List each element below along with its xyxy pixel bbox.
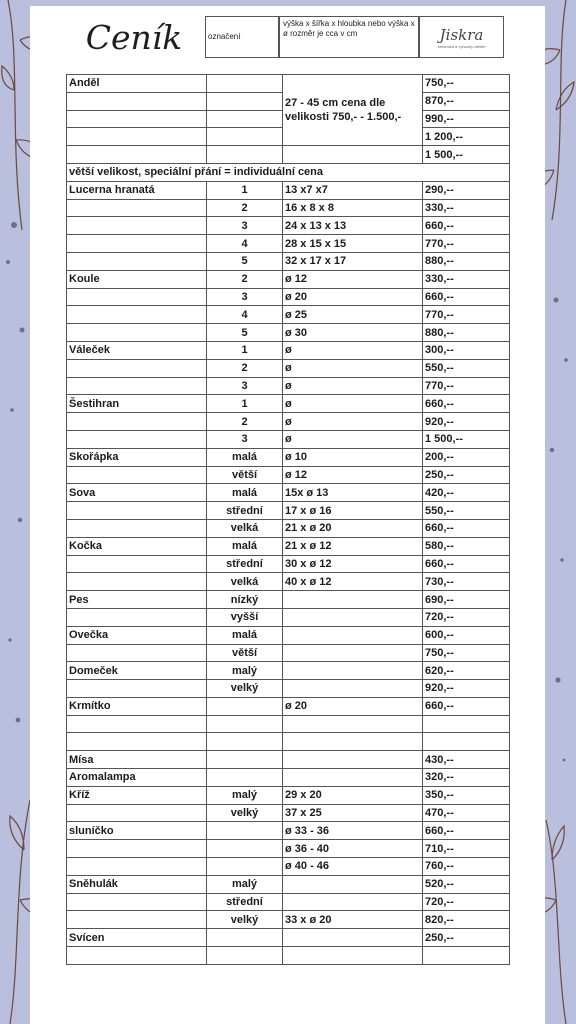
item-name [67, 199, 207, 217]
table-row [67, 608, 510, 626]
variant-label: větší [207, 466, 283, 484]
item-name: Ovečka [67, 626, 207, 644]
price-cell: 770,-- [423, 306, 510, 324]
price-cell: 660,-- [423, 822, 510, 840]
table-row [67, 430, 510, 448]
dimensions: ø 30 [283, 324, 423, 342]
table-row [67, 769, 510, 787]
variant-label: velký [207, 911, 283, 929]
dimensions [283, 626, 423, 644]
dimensions: 16 x 8 x 8 [283, 199, 423, 217]
dimensions: 17 x ø 16 [283, 502, 423, 520]
dimensions [283, 662, 423, 680]
brand-logo [419, 16, 504, 58]
variant-label [207, 929, 283, 947]
table-row [67, 181, 510, 199]
item-name [67, 804, 207, 822]
variant-label [207, 733, 283, 751]
variant-label: střední [207, 893, 283, 911]
dimensions: ø 25 [283, 306, 423, 324]
price-cell [423, 947, 510, 965]
dimensions: 32 x 17 x 17 [283, 252, 423, 270]
dimensions [283, 733, 423, 751]
dimensions: ø 33 - 36 [283, 822, 423, 840]
table-row [67, 786, 510, 804]
price-cell: 730,-- [423, 573, 510, 591]
item-name [67, 324, 207, 342]
item-name [67, 519, 207, 537]
price-cell [423, 715, 510, 733]
column-header-dimensions: výška x šířka x hloubka nebo výška x ø rozměr je cca v cm [279, 16, 419, 58]
variant-label: střední [207, 502, 283, 520]
variant-label: nízký [207, 591, 283, 609]
item-name [67, 377, 207, 395]
variant-label: 1 [207, 181, 283, 199]
variant-label [207, 858, 283, 876]
variant-label [207, 751, 283, 769]
variant-label: 4 [207, 306, 283, 324]
dimensions: ø 12 [283, 270, 423, 288]
dimensions: ø 10 [283, 448, 423, 466]
dimensions: 21 x ø 20 [283, 519, 423, 537]
price-cell: 720,-- [423, 608, 510, 626]
table-row [67, 359, 510, 377]
variant-label: 2 [207, 199, 283, 217]
item-name: Krmítko [67, 697, 207, 715]
price-cell: 1 500,-- [423, 146, 510, 164]
table-row [67, 377, 510, 395]
table-row [67, 502, 510, 520]
price-cell: 660,-- [423, 217, 510, 235]
item-name: Skořápka [67, 448, 207, 466]
price-cell: 660,-- [423, 395, 510, 413]
price-cell: 690,-- [423, 591, 510, 609]
variant-label: malý [207, 875, 283, 893]
price-cell: 870,-- [423, 92, 510, 110]
item-name [67, 288, 207, 306]
variant-label: velký [207, 680, 283, 698]
price-cell: 750,-- [423, 644, 510, 662]
dimensions [283, 680, 423, 698]
variant-label [207, 840, 283, 858]
dimensions: ø 20 [283, 697, 423, 715]
variant-label [207, 947, 283, 965]
price-cell: 520,-- [423, 875, 510, 893]
variant-label: velký [207, 804, 283, 822]
variant-label: 3 [207, 377, 283, 395]
item-name [67, 430, 207, 448]
dimensions: ø [283, 377, 423, 395]
dimensions: ø [283, 413, 423, 431]
price-cell: 620,-- [423, 662, 510, 680]
item-name: Pes [67, 591, 207, 609]
table-row [67, 466, 510, 484]
dimensions: ø 36 - 40 [283, 840, 423, 858]
table-row [67, 626, 510, 644]
table-row [67, 484, 510, 502]
dimensions [283, 591, 423, 609]
table-row [67, 858, 510, 876]
table-row [67, 519, 510, 537]
price-cell: 600,-- [423, 626, 510, 644]
dimensions [283, 715, 423, 733]
table-row [67, 573, 510, 591]
variant-label: velká [207, 519, 283, 537]
header [63, 16, 509, 58]
price-cell: 770,-- [423, 377, 510, 395]
item-name [67, 608, 207, 626]
price-cell: 1 200,-- [423, 128, 510, 146]
table-row [67, 644, 510, 662]
dimensions: ø [283, 359, 423, 377]
dimensions: 21 x ø 12 [283, 537, 423, 555]
item-name [67, 893, 207, 911]
table-row [67, 235, 510, 253]
item-name [67, 680, 207, 698]
item-name [67, 644, 207, 662]
table-row [67, 715, 510, 733]
price-cell: 920,-- [423, 680, 510, 698]
dimensions: 24 x 13 x 13 [283, 217, 423, 235]
price-cell: 580,-- [423, 537, 510, 555]
variant-label: 5 [207, 252, 283, 270]
dimensions: ø 12 [283, 466, 423, 484]
item-name [67, 359, 207, 377]
item-name: Kříž [67, 786, 207, 804]
table-row [67, 733, 510, 751]
page-title: Ceník [85, 17, 183, 57]
table-row [67, 306, 510, 324]
price-cell: 250,-- [423, 929, 510, 947]
dimensions: ø [283, 341, 423, 359]
price-cell: 720,-- [423, 893, 510, 911]
item-name: Lucerna hranatá [67, 181, 207, 199]
item-name [67, 502, 207, 520]
dimensions: ø 20 [283, 288, 423, 306]
dimensions: 15x ø 13 [283, 484, 423, 502]
individual-price-note: větší velikost, speciální přání = individuální cena [67, 163, 510, 181]
table-row [67, 217, 510, 235]
price-cell: 750,-- [423, 75, 510, 93]
table-row [67, 822, 510, 840]
price-cell [423, 733, 510, 751]
item-name: Sova [67, 484, 207, 502]
dimensions: ø [283, 430, 423, 448]
item-name [67, 555, 207, 573]
dimensions: 29 x 20 [283, 786, 423, 804]
dimensions [283, 608, 423, 626]
price-cell: 290,-- [423, 181, 510, 199]
item-name: Kočka [67, 537, 207, 555]
item-name: Domeček [67, 662, 207, 680]
item-name [67, 840, 207, 858]
variant-label: malá [207, 448, 283, 466]
table-row [67, 662, 510, 680]
dimensions [283, 769, 423, 787]
table-row [67, 288, 510, 306]
price-cell: 550,-- [423, 502, 510, 520]
column-header-oznaceni: označení [205, 16, 279, 58]
table-row [67, 199, 510, 217]
dimensions: 13 x7 x7 [283, 181, 423, 199]
dimensions: 28 x 15 x 15 [283, 235, 423, 253]
table-row [67, 324, 510, 342]
andel-size-note: 27 - 45 cm cena dle velikosti 750,- - 1.500,- [283, 75, 423, 146]
item-name: Šestihran [67, 395, 207, 413]
price-cell: 420,-- [423, 484, 510, 502]
price-cell: 330,-- [423, 199, 510, 217]
dimensions [283, 875, 423, 893]
table-row [67, 751, 510, 769]
variant-label: střední [207, 555, 283, 573]
price-cell: 880,-- [423, 252, 510, 270]
table-row [67, 413, 510, 431]
price-cell: 770,-- [423, 235, 510, 253]
logo-text: Jiskra [439, 25, 484, 44]
item-name: Aromalampa [67, 769, 207, 787]
price-cell: 470,-- [423, 804, 510, 822]
variant-label: malá [207, 484, 283, 502]
dimensions: 37 x 25 [283, 804, 423, 822]
dimensions [283, 751, 423, 769]
variant-label: 3 [207, 288, 283, 306]
price-cell: 660,-- [423, 519, 510, 537]
variant-label: 1 [207, 395, 283, 413]
variant-label: 5 [207, 324, 283, 342]
price-cell: 660,-- [423, 288, 510, 306]
table-row [67, 163, 510, 181]
item-name [67, 466, 207, 484]
variant-label [207, 715, 283, 733]
table-row [67, 270, 510, 288]
table-row [67, 555, 510, 573]
table-row [67, 75, 510, 93]
item-name [67, 217, 207, 235]
price-cell: 200,-- [423, 448, 510, 466]
table-row [67, 911, 510, 929]
price-cell: 320,-- [423, 769, 510, 787]
table-row [67, 680, 510, 698]
dimensions [283, 929, 423, 947]
table-row [67, 840, 510, 858]
dimensions: 30 x ø 12 [283, 555, 423, 573]
item-name [67, 573, 207, 591]
table-row [67, 804, 510, 822]
item-name: Mísa [67, 751, 207, 769]
price-cell: 660,-- [423, 697, 510, 715]
variant-label: 4 [207, 235, 283, 253]
item-name: sluníčko [67, 822, 207, 840]
table-row [67, 591, 510, 609]
variant-label [207, 769, 283, 787]
variant-label: 3 [207, 217, 283, 235]
variant-label: malý [207, 786, 283, 804]
item-name [67, 911, 207, 929]
table-row [67, 341, 510, 359]
price-cell: 300,-- [423, 341, 510, 359]
price-cell: 550,-- [423, 359, 510, 377]
variant-label [207, 697, 283, 715]
variant-label: 1 [207, 341, 283, 359]
table-row [67, 252, 510, 270]
dimensions: 40 x ø 12 [283, 573, 423, 591]
table-row [67, 537, 510, 555]
price-table [66, 74, 510, 965]
variant-label: větší [207, 644, 283, 662]
item-name [67, 252, 207, 270]
price-cell: 1 500,-- [423, 430, 510, 448]
price-cell: 660,-- [423, 555, 510, 573]
item-name [67, 306, 207, 324]
variant-label: 2 [207, 413, 283, 431]
variant-label: malá [207, 537, 283, 555]
item-name [67, 733, 207, 751]
item-name: Váleček [67, 341, 207, 359]
table-row [67, 947, 510, 965]
table-row [67, 929, 510, 947]
item-name: Koule [67, 270, 207, 288]
item-name [67, 715, 207, 733]
table-row [67, 875, 510, 893]
price-cell: 710,-- [423, 840, 510, 858]
price-cell: 880,-- [423, 324, 510, 342]
table-row [67, 395, 510, 413]
variant-label: malý [207, 662, 283, 680]
dimensions: ø 40 - 46 [283, 858, 423, 876]
variant-label [207, 822, 283, 840]
item-name: Svícen [67, 929, 207, 947]
price-cell: 250,-- [423, 466, 510, 484]
item-name [67, 235, 207, 253]
variant-label: malá [207, 626, 283, 644]
price-cell: 990,-- [423, 110, 510, 128]
variant-label: 3 [207, 430, 283, 448]
table-row [67, 448, 510, 466]
logo-subtitle: keramika a výtvarný ateliér [437, 43, 486, 49]
dimensions: 33 x ø 20 [283, 911, 423, 929]
variant-label: 2 [207, 270, 283, 288]
price-cell: 920,-- [423, 413, 510, 431]
item-name [67, 413, 207, 431]
dimensions [283, 893, 423, 911]
variant-label: vyšší [207, 608, 283, 626]
table-row [67, 146, 510, 164]
variant-label: velká [207, 573, 283, 591]
table-row [67, 893, 510, 911]
dimensions: ø [283, 395, 423, 413]
item-name [67, 858, 207, 876]
table-row [67, 697, 510, 715]
variant-label: 2 [207, 359, 283, 377]
price-cell: 760,-- [423, 858, 510, 876]
price-cell: 350,-- [423, 786, 510, 804]
dimensions [283, 644, 423, 662]
price-cell: 430,-- [423, 751, 510, 769]
price-cell: 330,-- [423, 270, 510, 288]
item-name: Anděl [67, 75, 207, 93]
item-name [67, 947, 207, 965]
dimensions [283, 947, 423, 965]
price-cell: 820,-- [423, 911, 510, 929]
item-name: Sněhulák [67, 875, 207, 893]
